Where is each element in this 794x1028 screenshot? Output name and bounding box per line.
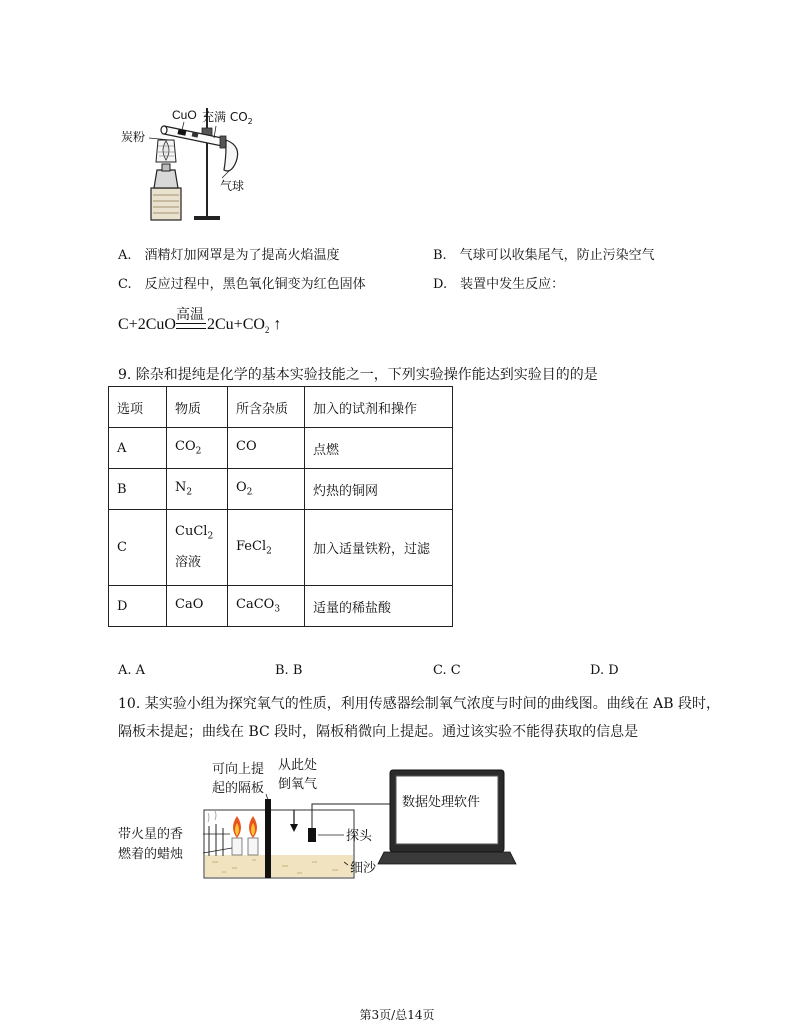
label-carbon: 炭粉 [121, 130, 146, 144]
page-footer: 第3页/总14页 [359, 1008, 435, 1022]
q9-table [108, 386, 453, 627]
equation-equals [176, 323, 206, 329]
cell-operation: 灼热的铜网 [305, 469, 453, 510]
table-row [109, 469, 453, 510]
cell-operation: 适量的稀盐酸 [305, 586, 453, 627]
alcohol-lamp [154, 170, 178, 188]
header-substance: 物质 [167, 387, 228, 428]
q8-option-a: A. 酒精灯加网罩是为了提高火焰温度 [118, 248, 340, 263]
label-partition-1: 可向上提 [212, 762, 265, 777]
cell-impurity: CaCO$_3$ [228, 586, 305, 627]
q9-option-d: D. D [590, 663, 619, 678]
apparatus-figure [118, 98, 253, 228]
label-probe: 探头 [346, 829, 373, 844]
q9-stem: 9. 除杂和提纯是化学的基本实验技能之一，下列实验操作能达到实验目的的是 [118, 367, 598, 383]
cell-option: B [109, 469, 167, 510]
equation-reactants: C+2CuO [118, 316, 176, 333]
label-co2: 充满 $CO_2$ [202, 110, 253, 126]
q9-option-b: B. B [275, 663, 303, 678]
q8-option-d: D. 装置中发生反应： [433, 277, 565, 292]
cell-substance: $CO_2$ [167, 428, 228, 469]
table-row [109, 586, 453, 627]
table-row [109, 510, 453, 586]
reaction-equation [118, 304, 338, 340]
candle-left [232, 838, 242, 855]
sand-layer [205, 855, 353, 877]
cell-operation: 点燃 [305, 428, 453, 469]
laptop-screen [396, 776, 498, 844]
label-sand: 细沙 [350, 861, 377, 876]
cell-substance: CuCl$_2$ 溶液 [167, 510, 228, 586]
q9-option-c: C. C [433, 663, 461, 678]
partition [265, 799, 271, 878]
laptop-base [378, 852, 516, 864]
header-impurity: 所含杂质 [228, 387, 305, 428]
header-operation: 加入的试剂和操作 [305, 387, 453, 428]
cell-substance: CaO [167, 586, 228, 627]
wood-block [151, 188, 181, 220]
label-balloon: 气球 [220, 179, 245, 193]
q10-stem-line2: 隔板未提起；曲线在 BC 段时，隔板稍微向上提起。通过该实验不能得获取的信息是 [118, 724, 639, 740]
table-row [109, 428, 453, 469]
balloon-shape [224, 140, 238, 171]
header-option: 选项 [109, 387, 167, 428]
cell-impurity: $O_2$ [228, 469, 305, 510]
q8-option-b: B. 气球可以收集尾气，防止污染空气 [433, 248, 655, 263]
equation-products: $2Cu+CO_2$ ↑ [207, 316, 282, 336]
cell-impurity: FeCl$_2$ [228, 510, 305, 586]
cell-substance: $N_2$ [167, 469, 228, 510]
cell-option: D [109, 586, 167, 627]
q10-stem-line1: 10. 某实验小组为探究氧气的性质，利用传感器绘制氧气浓度与时间的曲线图。曲线在 AB 段时， [118, 696, 721, 712]
label-partition-2: 起的隔板 [212, 781, 265, 796]
label-incense: 带火星的香 [118, 827, 184, 842]
table-header-row [109, 387, 453, 428]
label-candle: 燃着的蜡烛 [118, 847, 184, 862]
cell-option: C [109, 510, 167, 586]
q8-option-c: C. 反应过程中，黑色氧化铜变为红色固体 [118, 277, 366, 292]
label-cuo: CuO [172, 108, 197, 122]
cell-operation: 加入适量铁粉，过滤 [305, 510, 453, 586]
candle-right [248, 838, 258, 855]
label-software: 数据处理软件 [402, 795, 481, 810]
cell-impurity: CO [228, 428, 305, 469]
cell-option: A [109, 428, 167, 469]
label-pour-1: 从此处 [278, 758, 318, 773]
equation-condition: 高温 [176, 308, 204, 323]
label-pour-2: 倒氧气 [278, 777, 318, 792]
experiment-figure [112, 752, 522, 882]
probe [308, 828, 316, 842]
q9-option-a: A. A [118, 663, 146, 678]
